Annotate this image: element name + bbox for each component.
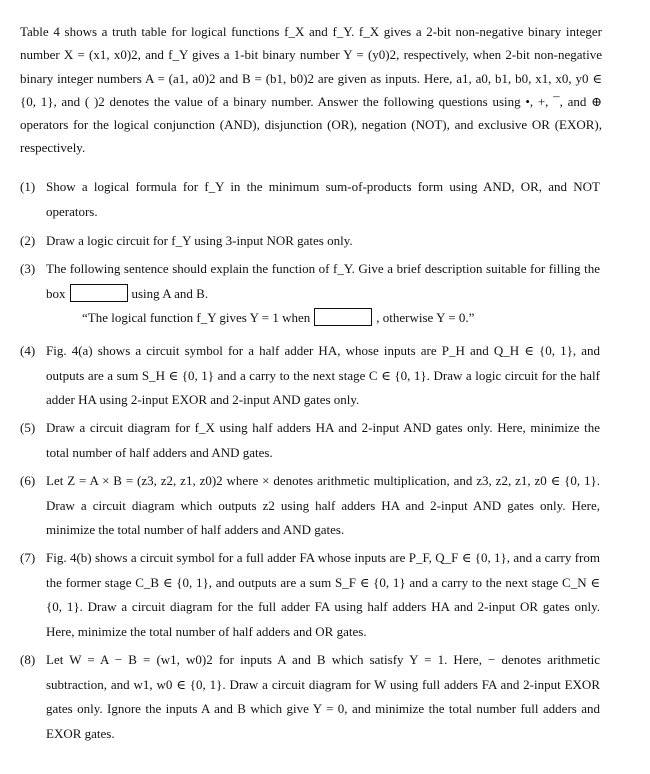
question-number: (5) [20,420,36,435]
question-text: Show a logical formula for f_Y in the minimum sum-of-products form using AND, OR, and NOT operators. [46,179,600,219]
question-text: Draw a circuit diagram for f_X using half adders HA and 2-input AND gates only. Here, minimize the total number of half adders and AND gates. [46,420,600,460]
question-3 [20,257,600,331]
quote-post: , otherwise Y = 0.” [376,310,475,325]
question-7 [20,546,600,644]
question-number: (3) [20,261,36,276]
question-2 [20,229,600,254]
question-text-after: using A and B. [131,285,209,301]
question-1 [20,175,600,224]
question-number: (2) [20,233,36,248]
question-8 [20,648,600,746]
question-number: (4) [20,343,36,358]
question-number: (6) [20,473,36,488]
quote-pre: “The logical function f_Y gives Y = 1 when [82,310,311,325]
question-number: (1) [20,179,36,194]
question-number: (8) [20,652,36,667]
question-5 [20,416,600,465]
question-4 [20,339,600,413]
question-text: Let Z = A × B = (z3, z2, z1, z0)2 where × denotes arithmetic multiplication, and z3, z2, z1, z0 ∈ {0, 1}. Draw a circuit diagram which outputs z2 using half adders HA and 2-input AND gates only. Here, minimize the total number of half adders and AND gates. [46,473,600,537]
answer-box [314,308,372,326]
question-text: Fig. 4(b) shows a circuit symbol for a full adder FA whose inputs are P_F, Q_F ∈ {0, 1}, and a carry from the former stage C_B ∈ {0, 1}, and outputs are a sum S_F ∈ {0, 1} and a carry to the next stage C_N ∈ {0, 1}. Draw a circuit diagram for the full adder FA using half adders HA and 2-input OR gates only. Here, minimize the total number of half adders and OR gates. [46,550,600,639]
question-text: Fig. 4(a) shows a circuit symbol for a half adder HA, whose inputs are P_H and Q_H ∈ {0, 1}, and outputs are a sum S_H ∈ {0, 1} and a carry to the next stage C ∈ {0, 1}. Draw a logic circuit for the half adder HA using 2-input EXOR and 2-input AND gates only. [46,343,600,407]
question-number: (7) [20,550,36,565]
answer-box [70,284,128,302]
question-text: Let W = A − B = (w1, w0)2 for inputs A and B which satisfy Y = 1. Here, − denotes arithmetic subtraction, and w1, w0 ∈ {0, 1}. Draw a circuit diagram for W using full adders FA and 2-input EXOR gates only. Ignore the inputs A and B which give Y = 0, and minimize the total number full adders and EXOR gates. [46,652,600,741]
question-text: The following sentence should explain the function of f_Y. Give a brief description suitable for filling the box [46,261,600,301]
question-body [46,257,600,331]
question-6 [20,469,600,543]
intro-paragraph: Table 4 shows a truth table for logical functions f_X and f_Y. f_X gives a 2-bit non-negative binary integer number X = (x1, x0)2, and f_Y gives a 1-bit binary number Y = (y0)2, respectively, when 2-bit non-negative binary integer numbers A = (a1, a0)2 and B = (b1, b0)2 are given as inputs. Here, a1, a0, b1, b0, x1, x0, y0 ∈ {0, 1}, and ( )2 denotes the value of a binary number. Answer the following questions using •, +, ¯, and ⊕ operators for the logical conjunction (AND), disjunction (OR), negation (NOT), and exclusive OR (EXOR), respectively. [20,24,602,156]
quote-line [82,306,600,331]
question-text: Draw a logic circuit for f_Y using 3-input NOR gates only. [46,233,353,248]
